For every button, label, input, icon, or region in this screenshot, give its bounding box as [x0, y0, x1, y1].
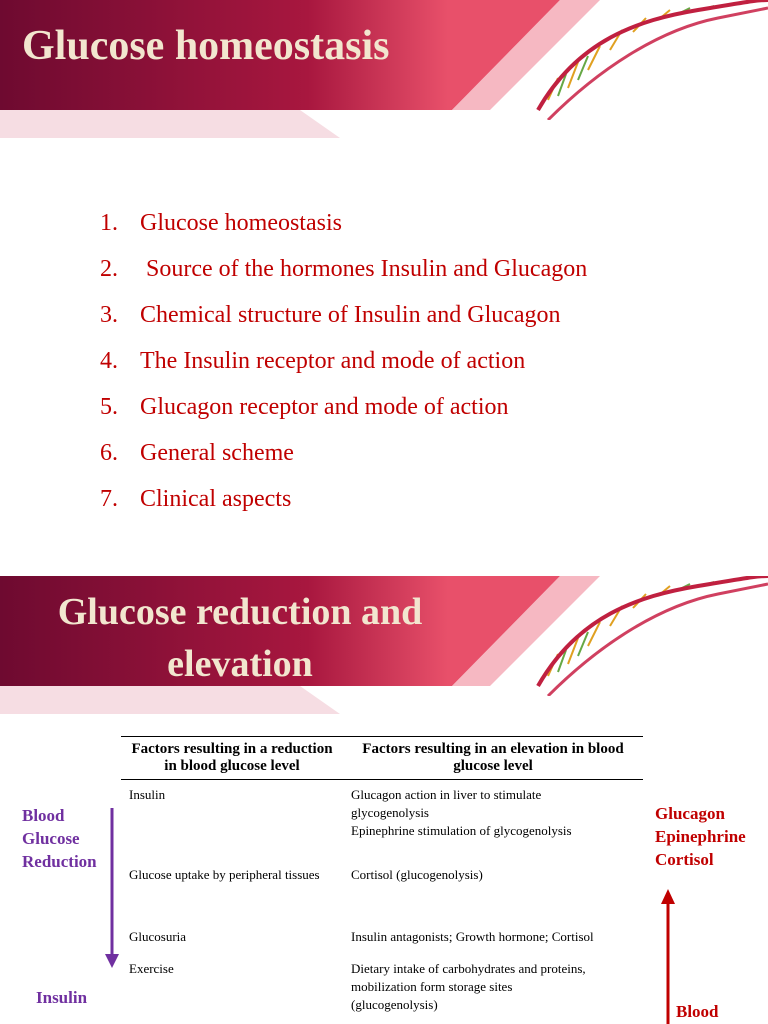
column-header-elevation: Factors resulting in an elevation in blood glucose level [343, 737, 643, 780]
elevating-hormones-label: Glucagon Epinephrine Cortisol [655, 804, 746, 869]
list-item: 3. Chemical structure of Insulin and Glucagon [100, 302, 561, 328]
column-header-reduction: Factors resulting in a reduction in blood glucose level [121, 737, 343, 780]
list-item: 5. Glucagon receptor and mode of action [100, 394, 509, 420]
up-arrow-icon [660, 888, 676, 1024]
slide-2 [0, 576, 768, 1024]
blood-label: Blood [676, 1002, 719, 1021]
table-row: Insulin Glucagon action in liver to stimulate glycogenolysis Epinephrine stimulation of glycogenolysis [129, 787, 572, 838]
table-row: Exercise Dietary intake of carbohydrates and proteins, mobilization form storage sites (glucogenolysis) [129, 960, 586, 1012]
dna-helix-icon [518, 576, 768, 696]
blood-glucose-reduction-label: Blood Glucose Reduction [22, 806, 97, 871]
slide-title: Glucose reduction and elevation [57, 591, 423, 685]
list-item: 1. Glucose homeostasis [100, 210, 342, 236]
dna-helix-icon [518, 0, 768, 120]
list-item: 4. The Insulin receptor and mode of action [100, 348, 526, 374]
table-row: Glucosuria Insulin antagonists; Growth hormone; Cortisol [129, 928, 594, 944]
list-item: 6. General scheme [100, 440, 294, 466]
table-row: Glucose uptake by peripheral tissues Cortisol (glucogenolysis) [129, 866, 483, 882]
insulin-label: Insulin [36, 988, 88, 1007]
slide-title: Glucose homeostasis [22, 23, 390, 69]
list-item: 7. Clinical aspects [100, 486, 292, 512]
down-arrow-icon [104, 808, 120, 970]
factors-table [121, 736, 643, 1020]
list-item: 2. Source of the hormones Insulin and Glucagon [100, 256, 588, 282]
topic-list [100, 200, 587, 522]
